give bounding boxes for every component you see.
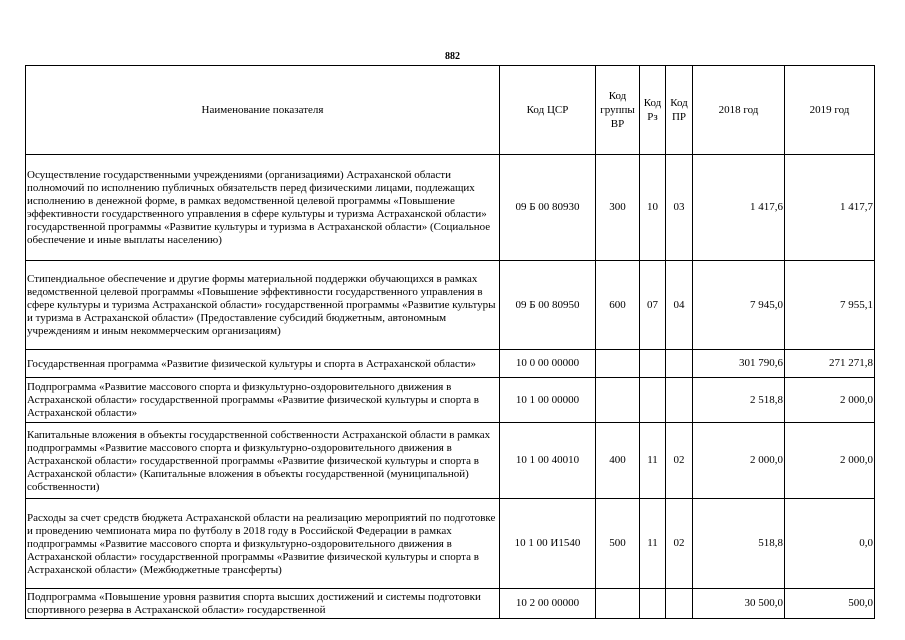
row-2018: 2 000,0 [693, 423, 785, 499]
row-pr: 03 [666, 155, 693, 261]
row-name: Государственная программа «Развитие физической культуры и спорта в Астраханской области» [26, 350, 500, 378]
header-2019: 2019 год [785, 66, 875, 155]
row-rz [640, 378, 666, 423]
table-row [26, 261, 875, 350]
budget-table [25, 65, 875, 619]
table-row [26, 499, 875, 589]
row-csr: 10 0 00 00000 [500, 350, 596, 378]
header-rz: Код Рз [640, 66, 666, 155]
row-2019: 2 000,0 [785, 378, 875, 423]
table-row [26, 378, 875, 423]
row-2019: 2 000,0 [785, 423, 875, 499]
row-2019: 1 417,7 [785, 155, 875, 261]
row-name: Осуществление государственными учреждениями (организациями) Астраханской области полномочий по исполнению публичных обязательств перед физическими лицами, подлежащих исполнению в денежной форме, в рамках ведомственной целевой программы «Повышение эффективности государственного управления в сфере культуры и туризма Астраханской области» государственной программы «Развитие культуры и туризма в Астраханской области» (Социальное обеспечение и иные выплаты населению) [26, 155, 500, 261]
table-row [26, 589, 875, 619]
row-rz: 11 [640, 499, 666, 589]
row-pr: 02 [666, 499, 693, 589]
header-pr: Код ПР [666, 66, 693, 155]
row-2018: 2 518,8 [693, 378, 785, 423]
row-pr: 02 [666, 423, 693, 499]
row-2018: 30 500,0 [693, 589, 785, 619]
row-2018: 7 945,0 [693, 261, 785, 350]
row-rz: 10 [640, 155, 666, 261]
row-pr [666, 378, 693, 423]
page-number: 882 [445, 51, 460, 62]
row-name: Расходы за счет средств бюджета Астраханской области на реализацию мероприятий по подготовке и проведению чемпионата мира по футболу в 2018 году в Российской Федерации в рамках подпрограммы «Развитие массового спорта и физкультурно-оздоровительного движения в Астраханской области» государственной программы «Развитие физической культуры и спорта в Астраханской области» (Межбюджетные трансферты) [26, 499, 500, 589]
row-pr: 04 [666, 261, 693, 350]
header-row [26, 66, 875, 155]
row-vr [596, 589, 640, 619]
header-2018: 2018 год [693, 66, 785, 155]
row-2019: 7 955,1 [785, 261, 875, 350]
row-csr: 10 1 00 40010 [500, 423, 596, 499]
row-vr: 600 [596, 261, 640, 350]
row-csr: 10 1 00 00000 [500, 378, 596, 423]
row-2018: 1 417,6 [693, 155, 785, 261]
header-name: Наименование показателя [26, 66, 500, 155]
row-vr: 400 [596, 423, 640, 499]
row-csr: 09 Б 00 80930 [500, 155, 596, 261]
header-vr: Код группы ВР [596, 66, 640, 155]
row-rz [640, 589, 666, 619]
row-pr [666, 589, 693, 619]
row-name: Стипендиальное обеспечение и другие формы материальной поддержки обучающихся в рамках ведомственной целевой программы «Повышение эффективности государственного управления в сфере культуры и туризма Астраханской области» государственной программы «Развитие культуры и туризма в Астраханской области» (Предоставление субсидий бюджетным, автономным учреждениям и иным некоммерческим организациям) [26, 261, 500, 350]
row-csr: 09 Б 00 80950 [500, 261, 596, 350]
row-name: Подпрограмма «Повышение уровня развития спорта высших достижений и системы подготовки спортивного резерва в Астраханской области» государственной [26, 589, 500, 619]
table-row [26, 155, 875, 261]
table-row [26, 423, 875, 499]
row-2018: 301 790,6 [693, 350, 785, 378]
row-vr [596, 350, 640, 378]
row-pr [666, 350, 693, 378]
row-rz: 07 [640, 261, 666, 350]
row-vr: 300 [596, 155, 640, 261]
row-2019: 0,0 [785, 499, 875, 589]
row-2019: 271 271,8 [785, 350, 875, 378]
row-name: Капитальные вложения в объекты государственной собственности Астраханской области в рамках подпрограммы «Развитие массового спорта и физкультурно-оздоровительного движения в Астраханской области» государственной программы «Развитие физической культуры и спорта в Астраханской области» (Капитальные вложения в объекты государственной (муниципальной) собственности) [26, 423, 500, 499]
row-2018: 518,8 [693, 499, 785, 589]
row-name: Подпрограмма «Развитие массового спорта и физкультурно-оздоровительного движения в Астраханской области» государственной программы «Развитие физической культуры и спорта в Астраханской области» [26, 378, 500, 423]
table-row [26, 350, 875, 378]
row-vr [596, 378, 640, 423]
row-rz [640, 350, 666, 378]
row-vr: 500 [596, 499, 640, 589]
header-csr: Код ЦСР [500, 66, 596, 155]
row-csr: 10 2 00 00000 [500, 589, 596, 619]
row-rz: 11 [640, 423, 666, 499]
row-csr: 10 1 00 И1540 [500, 499, 596, 589]
row-2019: 500,0 [785, 589, 875, 619]
